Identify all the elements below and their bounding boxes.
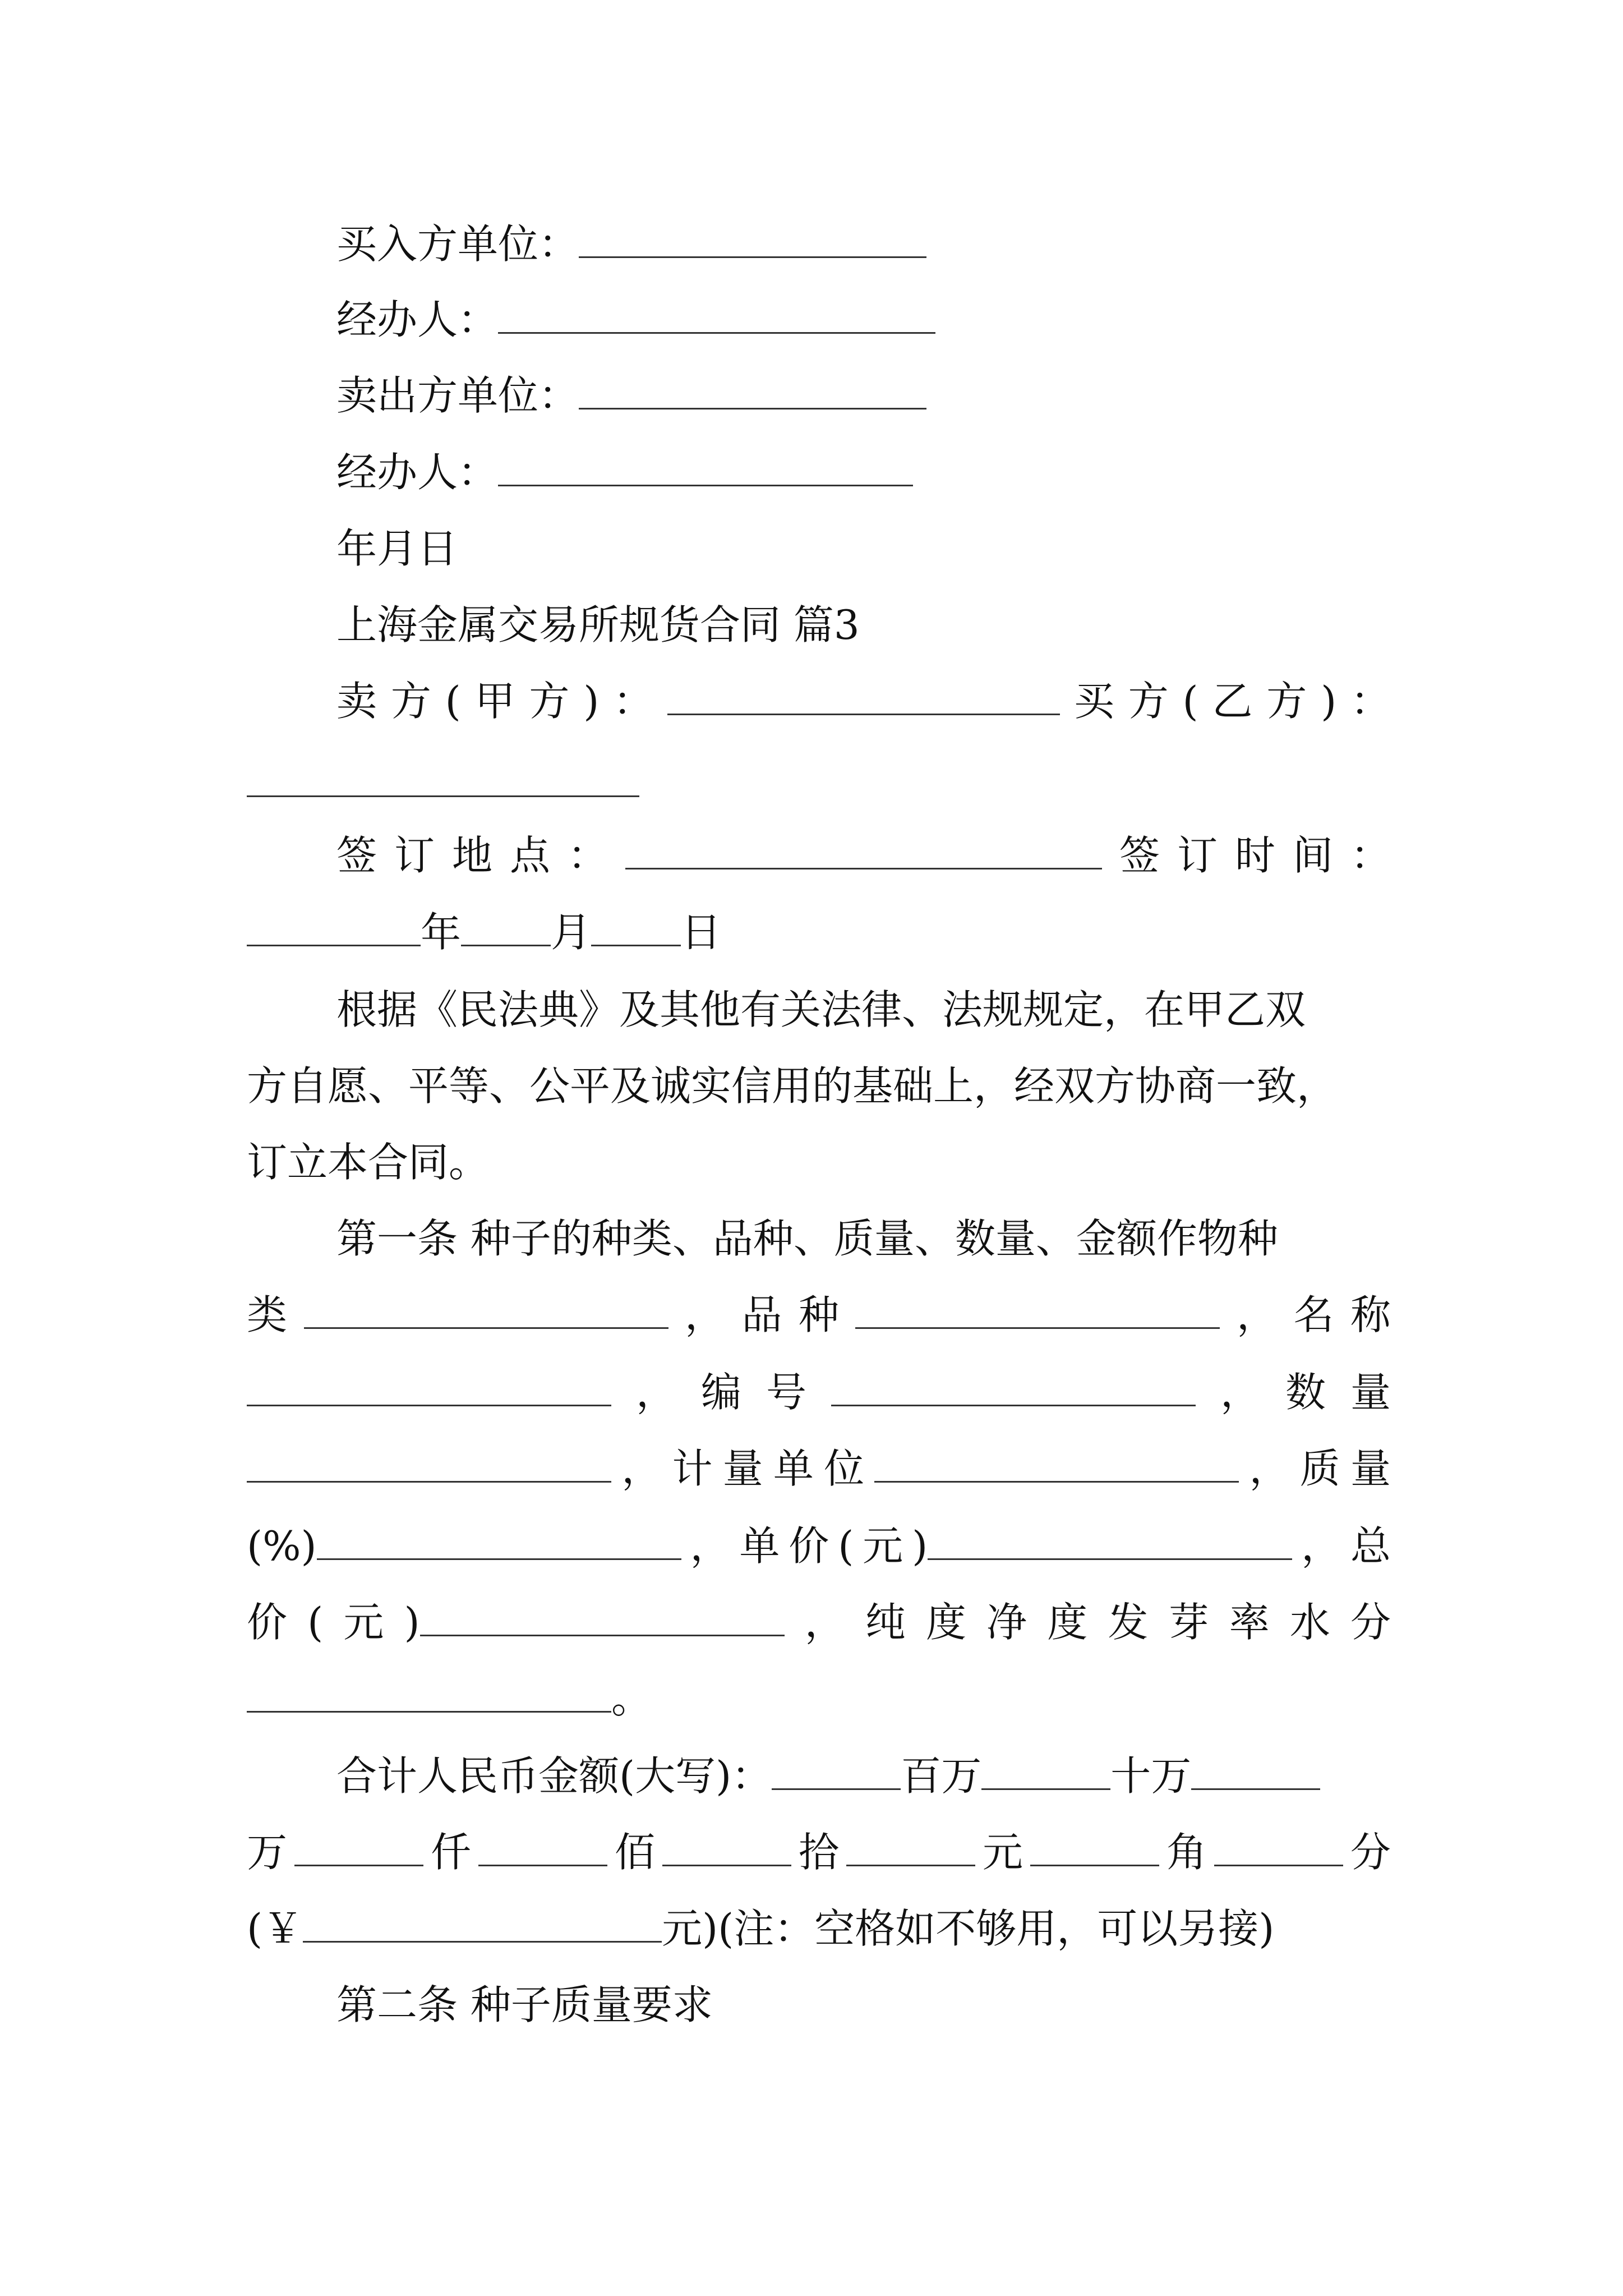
percent-label: (%) xyxy=(247,1522,317,1570)
crop-type-blank xyxy=(304,1290,668,1329)
seller-unit-blank xyxy=(579,371,926,409)
hundred-blank xyxy=(478,1828,607,1866)
signature-date: 年月日 xyxy=(336,525,458,572)
place-blank xyxy=(625,831,1102,869)
variety-label: ，品种 xyxy=(668,1291,856,1338)
name-blank xyxy=(247,1368,611,1406)
crop-type-label: 类 xyxy=(247,1291,304,1338)
rmb-open: (￥ xyxy=(247,1905,303,1952)
preamble-line-3: 订立本合同。 xyxy=(247,1139,490,1186)
seller-label: 卖方(甲方)： xyxy=(336,678,667,725)
ten-blank xyxy=(662,1828,791,1866)
rmb-close: 元)(注：空格如不够用，可以另接) xyxy=(662,1905,1275,1952)
article1-line-6 xyxy=(247,1671,652,1727)
seller-agent-label: 经办人： xyxy=(336,449,499,496)
place-time-line xyxy=(336,827,1391,884)
fen-label: 分 xyxy=(1343,1829,1391,1876)
ten-label: 拾 xyxy=(791,1829,846,1876)
place-label: 签订地点： xyxy=(336,832,625,879)
article1-line-1 xyxy=(247,1287,1391,1343)
quantity-blank xyxy=(247,1444,611,1483)
year-label: 年 xyxy=(421,909,462,956)
jiao-label: 角 xyxy=(1159,1829,1214,1876)
preamble-line-1: 根据《民法典》及其他有关法律、法规规定，在甲乙双 xyxy=(336,986,1306,1033)
purity-blank xyxy=(247,1674,611,1713)
article1-line-5 xyxy=(247,1594,1391,1650)
buyer-blank xyxy=(247,795,639,797)
quality-label: ，质量 xyxy=(1239,1445,1391,1492)
seller-blank xyxy=(667,677,1060,715)
buyer-agent-blank xyxy=(498,295,935,334)
purity-label: ，纯度净度发芽率水分 xyxy=(784,1599,1391,1646)
million-blank xyxy=(772,1751,901,1790)
time-label: 签订时间： xyxy=(1102,832,1391,879)
buyer-agent-line xyxy=(336,292,935,348)
day-blank xyxy=(591,908,681,946)
yuan-blank xyxy=(846,1828,975,1866)
name-label: ，名称 xyxy=(1220,1291,1391,1338)
buyer-unit-label: 买入方单位： xyxy=(336,220,579,268)
jiao-blank xyxy=(1030,1828,1159,1866)
preamble-line-2: 方自愿、平等、公平及诚实信用的基础上，经双方协商一致， xyxy=(247,1062,1338,1110)
period: 。 xyxy=(611,1675,652,1722)
month-blank xyxy=(461,908,551,946)
amount-label: 合计人民币金额(大写)： xyxy=(336,1752,772,1800)
month-label: 月 xyxy=(551,909,592,956)
million-label: 百万 xyxy=(901,1752,982,1800)
buyer-label: 买方(乙方)： xyxy=(1060,678,1391,725)
number-blank xyxy=(831,1368,1196,1406)
sign-date-line xyxy=(247,904,721,960)
amount-line-3 xyxy=(247,1901,1274,1957)
amount-line-2 xyxy=(247,1824,1391,1880)
quantity-label: ，数量 xyxy=(1195,1369,1391,1416)
variety-blank xyxy=(855,1290,1220,1329)
fen-blank xyxy=(1214,1828,1343,1866)
buyer-unit-blank xyxy=(579,219,926,258)
article1-title: 第一条 种子的种类、品种、质量、数量、金额作物种 xyxy=(336,1215,1278,1262)
total-label-a: ，总 xyxy=(1292,1522,1391,1570)
buyer-unit-line xyxy=(336,216,926,272)
unit-price-blank xyxy=(928,1521,1292,1560)
ten-thousand-blank xyxy=(1191,1751,1320,1790)
seller-agent-blank xyxy=(498,448,913,486)
article1-line-4 xyxy=(247,1518,1391,1574)
thousand-blank xyxy=(294,1828,423,1866)
ten-thousand-label: 万 xyxy=(247,1829,294,1876)
total-label-b: 价(元) xyxy=(247,1599,420,1646)
parties-line xyxy=(336,673,1391,729)
amount-line-1 xyxy=(336,1748,1391,1804)
article1-line-3 xyxy=(247,1441,1391,1497)
article1-line-2 xyxy=(247,1364,1391,1420)
total-blank xyxy=(420,1598,785,1636)
seller-agent-line xyxy=(336,444,913,500)
day-label: 日 xyxy=(681,909,722,956)
unit-label: ，计量单位 xyxy=(611,1445,875,1492)
seller-unit-label: 卖出方单位： xyxy=(336,372,579,419)
unit-price-label: ，单价(元) xyxy=(681,1522,928,1570)
hundred-thousand-blank xyxy=(981,1751,1110,1790)
rmb-blank xyxy=(303,1904,662,1943)
article2-title: 第二条 种子质量要求 xyxy=(336,1981,713,2028)
seller-unit-line xyxy=(336,367,926,424)
hundred-label: 佰 xyxy=(607,1829,662,1876)
yuan-label: 元 xyxy=(975,1829,1030,1876)
thousand-label: 仟 xyxy=(423,1829,478,1876)
hundred-thousand-label: 十万 xyxy=(1110,1752,1192,1800)
section-heading: 上海金属交易所规货合同 篇3 xyxy=(336,601,860,648)
number-label: ，编号 xyxy=(611,1369,831,1416)
year-blank xyxy=(247,908,421,946)
buyer-agent-label: 经办人： xyxy=(336,296,499,343)
unit-blank xyxy=(874,1444,1239,1483)
quality-blank xyxy=(317,1521,681,1560)
